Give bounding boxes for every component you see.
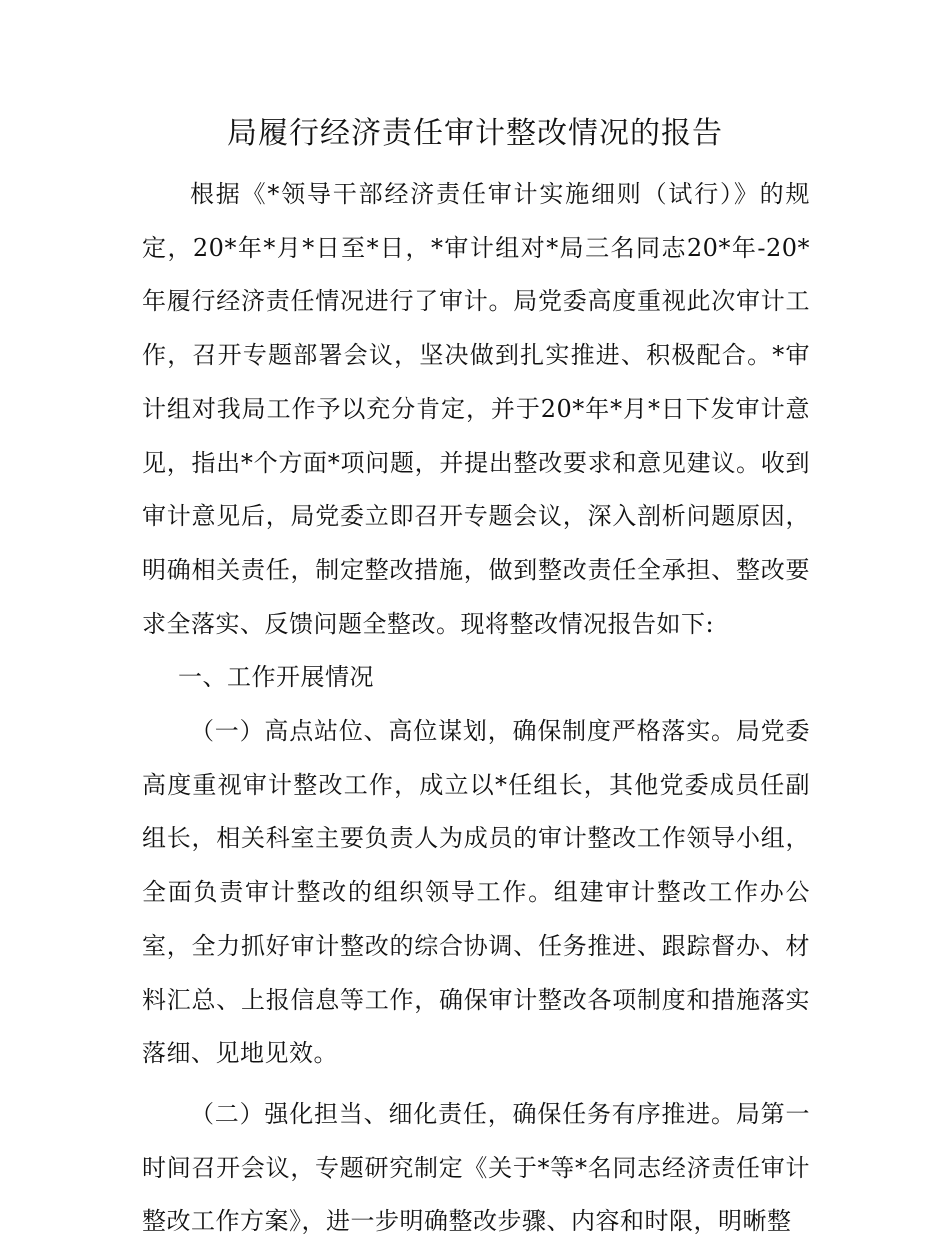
section-heading-1: 一、工作开展情况 xyxy=(178,663,374,692)
document-body xyxy=(142,168,810,1249)
document-title: 局履行经济责任审计整改情况的报告 xyxy=(227,116,723,151)
section-1-paragraph-1: （一）高点站位、高位谋划，确保制度严格落实。局党委高度重视审计整改工作，成立以*任组长，其他党委成员任副组长，相关科室主要负责人为成员的审计整改工作领导小组，全面负责审计整改的组织领导工作。组建审计整改工作办公室，全力抓好审计整改的综合协调、任务推进、跟踪督办、材料汇总、上报信息等工作，确保审计整改各项制度和措施落实落细、见地见效。 xyxy=(142,717,810,1068)
section-1-paragraph-2: （二）强化担当、细化责任，确保任务有序推进。局第一时间召开会议，专题研究制定《关于*等*名同志经济责任审计整改工作方案》，进一步明确整改步骤、内容和时限，明晰整 xyxy=(142,1099,810,1236)
intro-paragraph: 根据《*领导干部经济责任审计实施细则（试行）》的规定，20*年*月*日至*日，*审计组对*局三名同志20*年-20*年履行经济责任情况进行了审计。局党委高度重视此次审计工作，召开专题部署会议，坚决做到扎实推进、积极配合。*审计组对我局工作予以充分肯定，并于20*年*月*日下发审计意见，指出*个方面*项问题，并提出整改要求和意见建议。收到审计意见后，局党委立即召开专题会议，深入剖析问题原因，明确相关责任，制定整改措施，做到整改责任全承担、整改要求全落实、反馈问题全整改。现将整改情况报告如下: xyxy=(142,180,810,638)
